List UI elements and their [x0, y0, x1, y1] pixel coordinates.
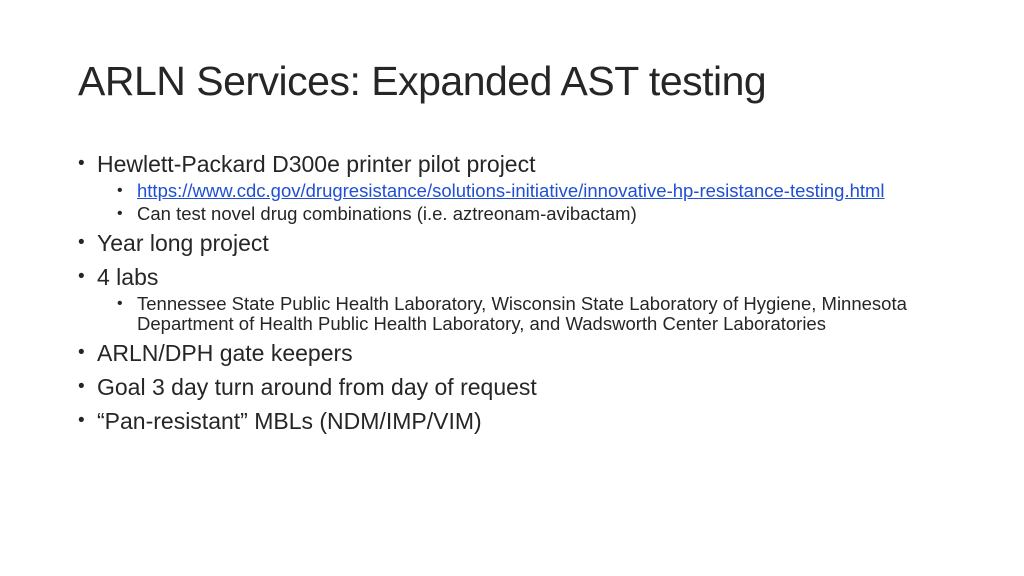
- bullet-icon: •: [78, 376, 85, 397]
- bullet-text: ARLN/DPH gate keepers: [97, 340, 353, 366]
- bullet-icon: •: [78, 410, 85, 431]
- bullet-text: Can test novel drug combinations (i.e. aztreonam-avibactam): [137, 202, 637, 224]
- bullet-item-hp-pilot: [78, 150, 958, 178]
- bullet-icon: •: [78, 153, 85, 174]
- sub-item-novel-drugs: [117, 204, 958, 224]
- slide-title: ARLN Services: Expanded AST testing: [78, 58, 767, 104]
- bullet-text: Goal 3 day turn around from day of request: [97, 374, 537, 400]
- bullet-icon: •: [78, 266, 85, 287]
- bullet-item-4-labs: [78, 263, 958, 291]
- bullet-text: “Pan-resistant” MBLs (NDM/IMP/VIM): [97, 408, 482, 434]
- cdc-hp-resistance-link[interactable]: https://www.cdc.gov/drugresistance/solutions-initiative/innovative-hp-resistance-testing.html: [137, 180, 885, 201]
- bullet-text: Year long project: [97, 230, 269, 256]
- bullet-icon: •: [78, 232, 85, 253]
- sub-item-cdc-link: [117, 181, 958, 201]
- bullet-icon: •: [78, 342, 85, 363]
- bullet-icon: •: [117, 204, 123, 222]
- bullet-icon: •: [117, 182, 123, 199]
- bullet-text: Hewlett-Packard D300e printer pilot project: [97, 151, 536, 177]
- bullet-item-year-long: [78, 229, 958, 257]
- bullet-text: Tennessee State Public Health Laboratory, Wisconsin State Laboratory of Hygiene, Minnesota Department of Health Public Health Laboratory, and Wadsworth Center Laboratories: [137, 293, 907, 334]
- bullet-item-pan-resistant: [78, 407, 958, 435]
- bullet-item-gate-keepers: [78, 339, 958, 367]
- sub-item-lab-names: [117, 294, 958, 333]
- bullet-icon: •: [117, 295, 123, 312]
- bullet-text: 4 labs: [97, 264, 159, 290]
- bullet-list: [78, 150, 958, 435]
- sub-list-hp-pilot: [78, 181, 958, 223]
- sub-list-labs: [78, 294, 958, 333]
- bullet-item-goal: [78, 373, 958, 401]
